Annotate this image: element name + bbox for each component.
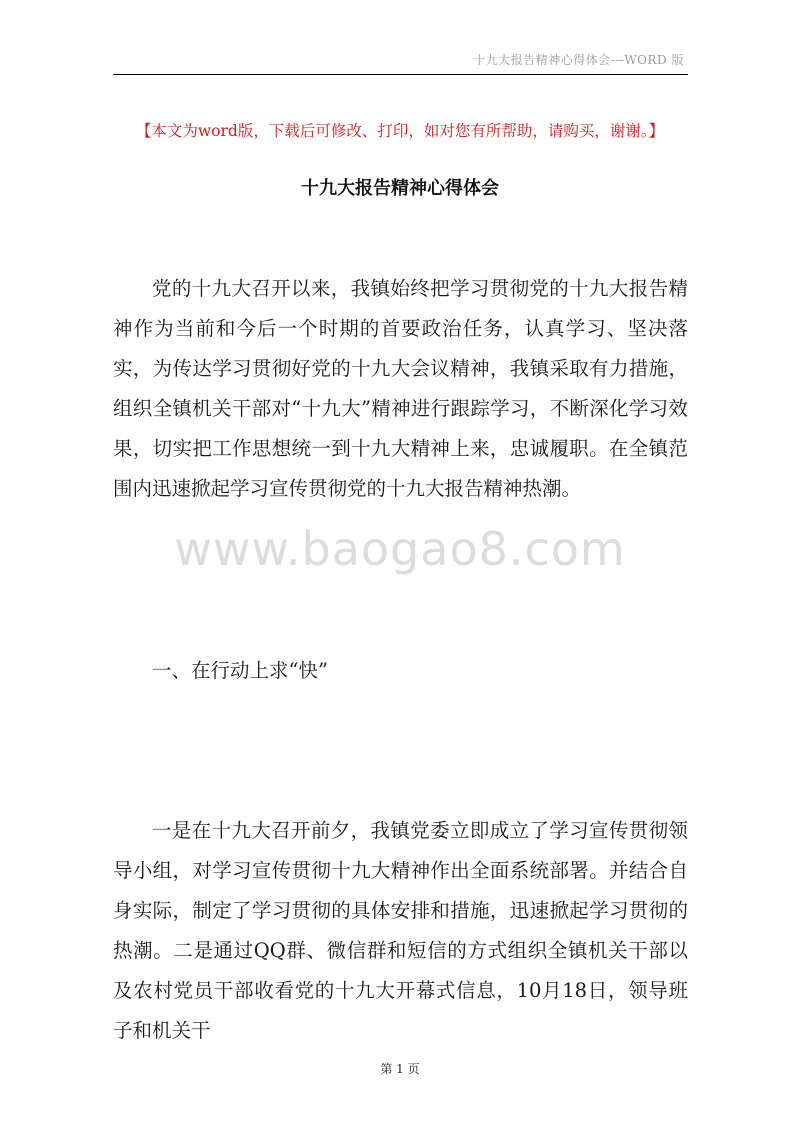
section-heading: 一、在行动上求“快” — [152, 659, 328, 682]
document-title: 十九大报告精神心得体会 — [301, 178, 499, 199]
header-divider — [113, 74, 688, 75]
body-paragraph: 党的十九大召开以来，我镇始终把学习贯彻党的十九大报告精神作为当前和今后一个时期的首要政治任务，认真学习、坚决落实，为传达学习贯彻好党的十九大会议精神，我镇采取有力措施，组织全镇机关干部对“十九大”精神进行跟踪学习，不断深化学习效果，切实把工作思想统一到十九大精神上来，忠诚履职。在全镇范围内迅速掀起学习宣传贯彻党的十九大报告精神热潮。 — [113, 277, 688, 500]
page-number: 第 1 页 — [380, 1062, 420, 1076]
watermark: www.baogao8.com — [174, 522, 626, 576]
running-header: 十九大报告精神心得体会---WORD 版 — [473, 53, 684, 67]
purchase-notice: 【本文为word版，下载后可修改、打印，如对您有所帮助，请购买，谢谢。】 — [135, 122, 665, 140]
body-paragraph: 一是在十九大召开前夕，我镇党委立即成立了学习宣传贯彻领导小组，对学习宣传贯彻十九大精神作出全面系统部署。并结合自身实际，制定了学习贯彻的具体安排和措施，迅速掀起学习贯彻的热潮。二是通过QQ群、微信群和短信的方式组织全镇机关干部以及农村党员干部收看党的十九大开幕式信息，10月18日，领导班子和机关干 — [113, 819, 688, 1042]
